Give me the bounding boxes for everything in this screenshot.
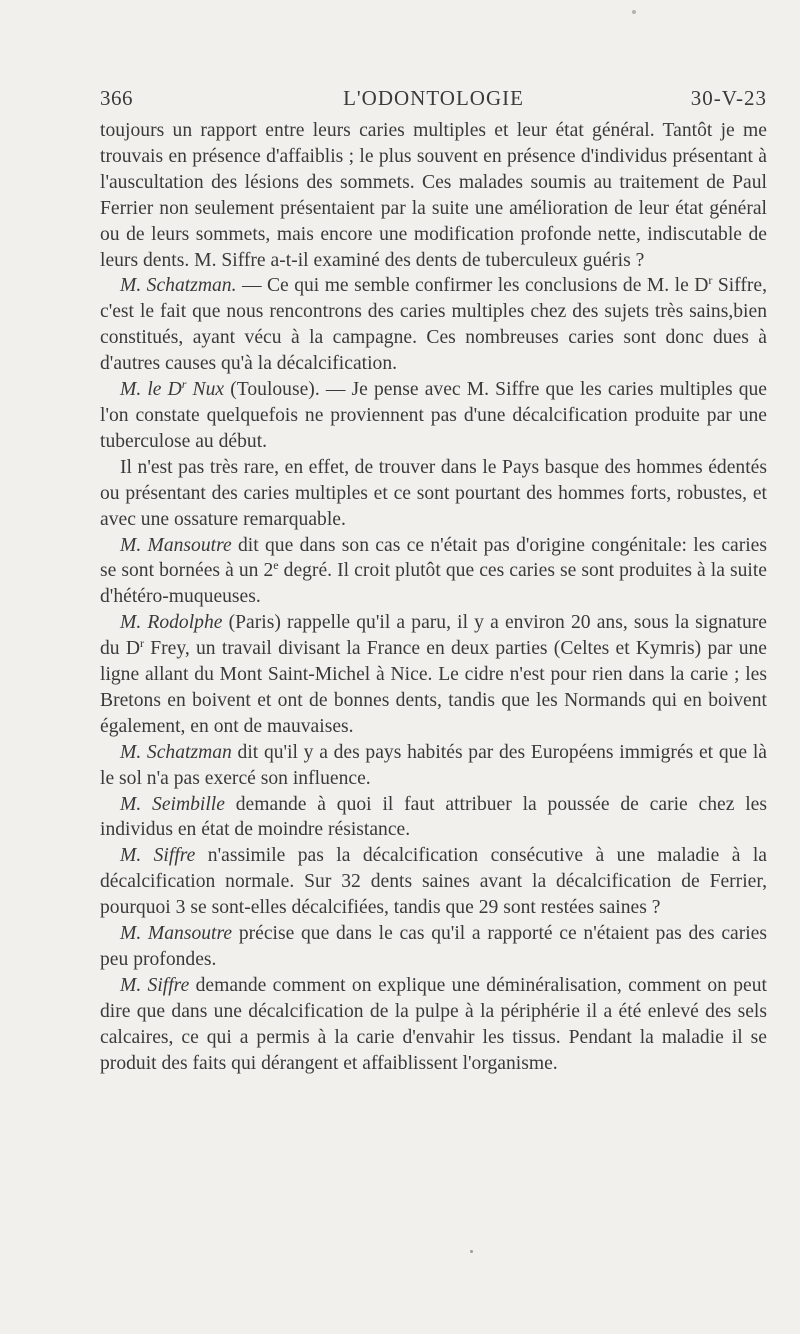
journal-title: L'ODONTOLOGIE: [343, 86, 524, 110]
superscript: r: [708, 273, 713, 288]
issue-date: 30-V-23: [690, 86, 767, 110]
paper-speck: [632, 10, 636, 14]
paragraph: [100, 792, 767, 844]
paragraph-text: (Paris) rappelle qu'il a paru, il y a environ 20 ans, sous la signature du D: [100, 612, 767, 660]
paragraph-text: Siffre, c'est le fait que nous rencontrons des caries multiples chez des sujets très sains,bien constitués, ayant vécu à la campagne. Ces nombreuses caries sont donc dues à d'autres causes qu'à la décalcification.: [100, 275, 768, 375]
paragraph-text: n'assimile pas la décalcification consécutive à une maladie à la décalcification normale. Sur 32 dents saines avant la décalcification de Ferrier, pourquoi 3 se sont-elles décalcifiées, tandis que 29 sont restées saines ?: [100, 845, 767, 919]
paragraph-text: demande comment on explique une déminéralisation, comment on peut dire que dans une décalcification de la pulpe à la périphérie il a été enlevé des sels calcaires, ce qui a permis à la carie d'envahir les tissus. Pendant la maladie il se produit des faits qui dérangent et affaiblissent l'organisme.: [100, 974, 767, 1074]
speaker-name: M. Schatzman: [120, 741, 232, 763]
speaker-name: M. Siffre: [120, 974, 190, 996]
paragraph-text: demande à quoi il faut attribuer la poussée de carie chez les individus en état de moindre résistance.: [100, 793, 768, 841]
speaker-name: M. Siffre: [120, 845, 196, 867]
paragraph-text: (Toulouse). — Je pense avec M. Siffre que les caries multiples que l'on constate quelquefois ne proviennent pas d'une décalcification produite par une tuberculose au début.: [100, 379, 767, 452]
paragraph: [100, 973, 767, 1077]
speaker-name: M. le D: [120, 379, 182, 401]
book-page: [100, 86, 767, 1077]
article-body: [100, 118, 767, 1077]
paragraph: [100, 273, 767, 377]
paragraph-text: Frey, un travail divisant la France en deux parties (Celtes et Kymris) par une ligne allant du Mont Saint-Michel à Nice. Le cidre n'est pour rien dans la carie ; les Bretons en boivent et ont de bonnes dents, tandis que les Normands qui en boivent également, en ont de mauvaises.: [100, 638, 767, 737]
paragraph: [100, 740, 767, 792]
speaker-name: M. Rodolphe: [120, 612, 223, 634]
superscript: e: [273, 558, 279, 573]
speaker-name: M. Mansoutre: [120, 923, 233, 945]
speaker-name: M. Schatzman.: [120, 275, 237, 297]
superscript: r: [139, 636, 144, 651]
paragraph: [100, 921, 767, 973]
speaker-name: M. Mansoutre: [120, 534, 232, 556]
superscript: r: [181, 377, 187, 392]
paragraph: [100, 610, 767, 740]
paragraph: [100, 533, 767, 611]
speaker-name: M. Seimbille: [120, 793, 225, 815]
paragraph-text: dit qu'il y a des pays habités par des Européens immigrés et que là le sol n'a pas exercé son influence.: [100, 741, 767, 789]
paragraph-text: précise que dans le cas qu'il a rapporté ce n'étaient pas des caries peu profondes.: [100, 923, 767, 970]
page-number: 366: [100, 86, 133, 110]
speaker-name: Nux: [186, 379, 225, 401]
paper-speck: [470, 1250, 473, 1253]
paragraph: [100, 843, 767, 921]
paragraph-text: — Ce qui me semble confirmer les conclusions de M. le D: [236, 275, 709, 297]
paragraph-text: dit que dans son cas ce n'était pas d'origine congénitale: les caries se sont bornées à un 2: [100, 534, 768, 582]
paragraph: toujours un rapport entre leurs caries multiples et leur état général. Tantôt je me trouvais en présence d'affaiblis ; le plus souvent en présence d'individus présentant à l'auscultation des lésions des sommets. Ces malades soumis au traitement de Paul Ferrier non seulement présentaient par la suite une amélioration de leur état général ou de leurs sommets, mais encore une modification profonde nette, indiscutable de leurs dents. M. Siffre a-t-il examiné des dents de tuberculeux guéris ?: [100, 120, 767, 271]
paragraph-text: degré. Il croit plutôt que ces caries se sont produites à la suite d'hétéro-muqueuses.: [100, 560, 767, 608]
paragraph: [100, 377, 767, 455]
running-header: [100, 86, 767, 112]
paragraph: Il n'est pas très rare, en effet, de trouver dans le Pays basque des hommes édentés ou présentant des caries multiples et ce sont pourtant des hommes forts, robustes, et avec une ossature remarquable.: [100, 456, 767, 530]
